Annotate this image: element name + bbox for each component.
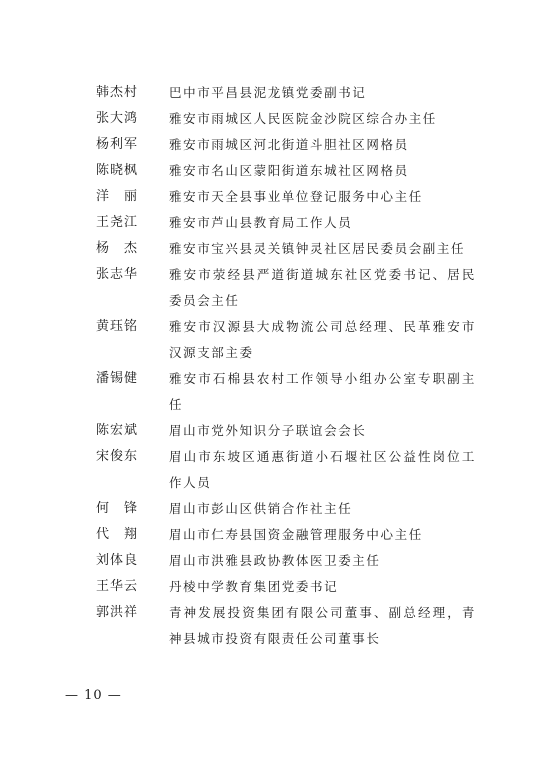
list-item [96, 574, 481, 600]
person-position: 雅安市雨城区河北街道斗胆社区网格员 [169, 137, 409, 152]
list-item [96, 132, 481, 158]
person-position: 眉山市仁寿县国资金融管理服务中心主任 [169, 527, 423, 542]
person-name: 郭洪祥 [96, 605, 139, 620]
person-name: 王华云 [96, 579, 139, 594]
person-name: 王尧江 [96, 215, 139, 230]
name-list [96, 80, 481, 652]
list-item [96, 210, 481, 236]
list-item [96, 600, 481, 652]
person-name: 韩杰村 [96, 85, 139, 100]
person-name: 杨利军 [96, 137, 139, 152]
person-name: 黄珏铭 [96, 319, 139, 334]
person-name: 潘锡健 [96, 371, 139, 386]
person-position: 雅安市汉源县大成物流公司总经理、民革雅安市汉源支部主委 [169, 319, 476, 360]
person-position: 眉山市党外知识分子联谊会会长 [169, 423, 367, 438]
person-position: 青神发展投资集团有限公司董事、副总经理，青神县城市投资有限责任公司董事长 [169, 605, 476, 646]
list-item [96, 106, 481, 132]
list-item [96, 158, 481, 184]
list-item [96, 522, 481, 548]
list-item [96, 444, 481, 496]
person-position: 巴中市平昌县泥龙镇党委副书记 [169, 85, 367, 100]
list-item [96, 236, 481, 262]
person-position: 眉山市洪雅县政协教体医卫委主任 [169, 553, 381, 568]
list-item [96, 418, 481, 444]
person-position: 雅安市名山区蒙阳街道东城社区网格员 [169, 163, 409, 178]
person-position: 眉山市东坡区通惠街道小石堰社区公益性岗位工作人员 [169, 449, 476, 490]
list-item [96, 184, 481, 210]
person-position: 眉山市彭山区供销合作社主任 [169, 501, 353, 516]
person-position: 雅安市石棉县农村工作领导小组办公室专职副主任 [169, 371, 476, 412]
person-position: 雅安市宝兴县灵关镇钟灵社区居民委员会副主任 [169, 241, 466, 256]
person-name: 陈宏斌 [96, 423, 139, 438]
person-name: 陈晓枫 [96, 163, 139, 178]
person-name: 刘体良 [96, 553, 139, 568]
list-item [96, 262, 481, 314]
person-position: 雅安市荥经县严道街道城东社区党委书记、居民委员会主任 [169, 267, 476, 308]
person-name: 何 锋 [96, 501, 139, 516]
person-position: 雅安市雨城区人民医院金沙院区综合办主任 [169, 111, 437, 126]
page-number: — 10 — [65, 688, 122, 703]
person-name: 张志华 [96, 267, 139, 282]
person-position: 雅安市芦山县教育局工作人员 [169, 215, 353, 230]
list-item [96, 314, 481, 366]
person-name: 张大鸿 [96, 111, 139, 126]
person-name: 宋俊东 [96, 449, 139, 464]
person-name: 杨 杰 [96, 241, 139, 256]
person-position: 丹棱中学教育集团党委书记 [169, 579, 339, 594]
list-item [96, 80, 481, 106]
person-name: 洋 丽 [96, 189, 139, 204]
list-item [96, 496, 481, 522]
list-item [96, 548, 481, 574]
list-item [96, 366, 481, 418]
person-name: 代 翔 [96, 527, 139, 542]
person-position: 雅安市天全县事业单位登记服务中心主任 [169, 189, 423, 204]
